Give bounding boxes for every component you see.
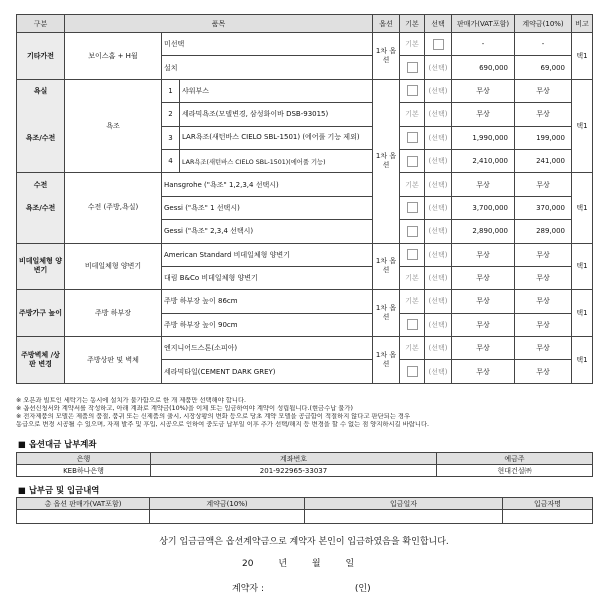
category-cell: 주방가구 높이 — [17, 290, 65, 337]
signature-seal: (인) — [354, 584, 371, 594]
select-label[interactable]: (선택) — [425, 337, 452, 360]
deposit-cell: 무상 — [515, 266, 572, 289]
payment-header-payer: 입금자명 — [503, 498, 593, 510]
note-cell: 택1 — [572, 79, 593, 173]
item-number: 3 — [162, 126, 180, 149]
option-cell: 1차 옵션 — [373, 290, 400, 337]
header-deposit: 계약금(10%) — [515, 15, 572, 33]
category-cell: 욕조/수전 — [17, 196, 65, 219]
category-cell: 주방벽체 /상판 변경 — [17, 337, 65, 384]
basic-label: 기본 — [400, 290, 425, 313]
basic-checkbox[interactable] — [400, 220, 425, 243]
payment-date-field[interactable] — [305, 510, 503, 524]
date-year-prefix: 20 — [242, 559, 254, 569]
date-line — [242, 556, 354, 569]
table-row — [17, 173, 593, 196]
item-desc: 대림 B&Co 비데일체형 양변기 — [162, 266, 373, 289]
price-cell: - — [452, 33, 515, 56]
date-day-label: 일 — [345, 559, 355, 569]
basic-label: 기본 — [400, 173, 425, 196]
deposit-cell: 무상 — [515, 243, 572, 266]
basic-checkbox[interactable] — [400, 360, 425, 383]
checkbox-icon — [407, 202, 418, 213]
deposit-cell: 199,000 — [515, 126, 572, 149]
date-year-label: 년 — [278, 559, 288, 569]
basic-label: 기본 — [400, 266, 425, 289]
select-label[interactable]: (선택) — [425, 196, 452, 219]
basic-checkbox[interactable] — [400, 56, 425, 79]
basic-checkbox[interactable] — [400, 79, 425, 102]
price-cell: 무상 — [452, 337, 515, 360]
item-desc: 주방 하부장 높이 90cm — [162, 313, 373, 336]
group-cell: 수전 (주방,욕실) — [65, 173, 162, 243]
deposit-cell: 무상 — [515, 337, 572, 360]
signature-label: 계약자 : — [232, 584, 264, 594]
note-cell: 택1 — [572, 33, 593, 80]
basic-checkbox[interactable] — [400, 243, 425, 266]
basic-label: 기본 — [400, 337, 425, 360]
select-checkbox[interactable] — [425, 33, 452, 56]
category-cell — [17, 103, 65, 126]
deposit-cell: 무상 — [515, 103, 572, 126]
select-label[interactable]: (선택) — [425, 149, 452, 172]
item-number: 4 — [162, 149, 180, 172]
select-label[interactable]: (선택) — [425, 79, 452, 102]
deposit-cell: 69,000 — [515, 56, 572, 79]
account-header-number: 계좌번호 — [151, 453, 437, 465]
table-row — [17, 33, 593, 56]
account-holder: 현대건설㈜ — [437, 465, 593, 477]
item-desc: 미선택 — [162, 33, 373, 56]
header-option: 옵션 — [373, 15, 400, 33]
notes — [16, 397, 592, 429]
select-label[interactable]: (선택) — [425, 56, 452, 79]
note-cell: 택1 — [572, 173, 593, 243]
category-cell: 수전 — [17, 173, 65, 196]
option-cell: 1차 옵션 — [373, 79, 400, 243]
group-cell: 비데일체형 양변기 — [65, 243, 162, 290]
price-cell: 1,990,000 — [452, 126, 515, 149]
price-cell: 무상 — [452, 360, 515, 383]
checkbox-icon — [407, 62, 418, 73]
table-row — [17, 243, 593, 266]
account-bank: KEB하나은행 — [17, 465, 151, 477]
deposit-cell: 무상 — [515, 173, 572, 196]
select-label[interactable]: (선택) — [425, 126, 452, 149]
checkbox-icon — [407, 319, 418, 330]
select-label[interactable]: (선택) — [425, 266, 452, 289]
deposit-cell: 무상 — [515, 313, 572, 336]
option-cell: 1차 옵션 — [373, 337, 400, 384]
signature-line — [232, 581, 371, 594]
select-label[interactable]: (선택) — [425, 290, 452, 313]
table-row — [17, 79, 593, 102]
price-cell: 3,700,000 — [452, 196, 515, 219]
group-cell: 주방 하부장 — [65, 290, 162, 337]
header-select: 선택 — [425, 15, 452, 33]
price-cell: 무상 — [452, 266, 515, 289]
table-row — [17, 290, 593, 313]
deposit-cell: 289,000 — [515, 220, 572, 243]
select-label[interactable]: (선택) — [425, 220, 452, 243]
account-header-bank: 은행 — [17, 453, 151, 465]
item-desc: LAR욕조(새턴바스 CIELO SBL-1501)(에어풀 기능) — [180, 149, 373, 172]
item-desc: Gessi ("욕조" 2,3,4 선택시) — [162, 220, 373, 243]
price-cell: 무상 — [452, 243, 515, 266]
option-cell: 1차 옵션 — [373, 243, 400, 290]
date-month-label: 월 — [311, 559, 321, 569]
checkbox-icon — [433, 39, 444, 50]
checkbox-icon — [407, 132, 418, 143]
select-label[interactable]: (선택) — [425, 313, 452, 336]
item-desc: 주방 하부장 높이 86cm — [162, 290, 373, 313]
note-line: ※ 옵션신청서와 계약서를 작성하고, 아래 계좌로 계약금(10%)을 이체 또는 입금하여야 계약이 성립됩니다.(현금수납 불가) — [16, 405, 353, 412]
item-desc: 샤워부스 — [180, 79, 373, 102]
note-cell: 택1 — [572, 243, 593, 290]
account-number: 201-922965-33037 — [151, 465, 437, 477]
table-header — [17, 15, 593, 33]
group-cell: 보이스홈 + H월 — [65, 33, 162, 80]
group-cell: 주방상판 및 벽체 — [65, 337, 162, 384]
checkbox-icon — [407, 249, 418, 260]
note-line: ※ 오븐과 빌트인 세탁기는 동시에 설치가 불가함으로 한 개 제품만 선택해야 합니다. — [16, 397, 247, 404]
header-price: 판매가(VAT포함) — [452, 15, 515, 33]
account-header-holder: 예금주 — [437, 453, 593, 465]
note-cell: 택1 — [572, 290, 593, 337]
item-desc: American Standard 비데일체형 양변기 — [162, 243, 373, 266]
checkbox-icon — [407, 156, 418, 167]
note-cell: 택1 — [572, 337, 593, 384]
payment-header-date: 입금일자 — [305, 498, 503, 510]
deposit-cell: 무상 — [515, 360, 572, 383]
basic-checkbox[interactable] — [400, 196, 425, 219]
payment-header-total: 총 옵션 판매가(VAT포함) — [17, 498, 150, 510]
confirmation-text: 상기 입금금액은 옵션계약금으로 계약자 본인이 입금하였음을 확인합니다. — [159, 537, 449, 547]
basic-checkbox[interactable] — [400, 126, 425, 149]
basic-label: 기본 — [400, 33, 425, 56]
price-cell: 무상 — [452, 103, 515, 126]
header-note: 비고 — [572, 15, 593, 33]
item-desc: 엔지니어드스톤(소피아) — [162, 337, 373, 360]
deposit-cell: 370,000 — [515, 196, 572, 219]
category-cell — [17, 149, 65, 172]
category-cell: 비데일체형 양변기 — [17, 243, 65, 290]
basic-label: 기본 — [400, 103, 425, 126]
checkbox-icon — [407, 85, 418, 96]
payment-table — [16, 497, 593, 524]
item-desc: LAR욕조(새턴바스 CIELO SBL-1501) (에어풀 기능 제외) — [180, 126, 373, 149]
deposit-cell: 무상 — [515, 290, 572, 313]
select-label[interactable]: (선택) — [425, 360, 452, 383]
select-label[interactable]: (선택) — [425, 173, 452, 196]
price-cell: 무상 — [452, 79, 515, 102]
item-desc: 세라믹타일(CEMENT DARK GREY) — [162, 360, 373, 383]
option-cell: 1차 옵션 — [373, 33, 400, 80]
payment-header-deposit: 계약금(10%) — [150, 498, 305, 510]
price-cell: 무상 — [452, 313, 515, 336]
item-number: 1 — [162, 79, 180, 102]
deposit-cell: 241,000 — [515, 149, 572, 172]
item-desc: Gessi ("욕조" 1 선택시) — [162, 196, 373, 219]
checkbox-icon — [407, 226, 418, 237]
checkbox-icon — [407, 366, 418, 377]
note-line: ※ 전자제품의 모델은 제품의 품절, 품귀 또는 신제품의 출시, 시장상황의 변화 등으로 당초 계약 모델을 공급함이 적절하지 않다고 판단되는 경우 — [16, 413, 411, 420]
account-table — [16, 452, 593, 477]
payment-total-field[interactable] — [17, 510, 150, 524]
header-basic: 기본 — [400, 15, 425, 33]
basic-checkbox[interactable] — [400, 149, 425, 172]
price-cell: 무상 — [452, 290, 515, 313]
price-cell: 2,890,000 — [452, 220, 515, 243]
price-cell: 2,410,000 — [452, 149, 515, 172]
category-cell: 욕조/수전 — [17, 126, 65, 149]
payment-payer-field[interactable] — [503, 510, 593, 524]
table-row — [17, 337, 593, 360]
basic-checkbox[interactable] — [400, 313, 425, 336]
item-number: 2 — [162, 103, 180, 126]
account-section-title: ■ 옵션대금 납부계좌 — [18, 439, 97, 449]
deposit-cell: 무상 — [515, 79, 572, 102]
header-category: 구분 — [17, 15, 65, 33]
deposit-cell: - — [515, 33, 572, 56]
payment-deposit-field[interactable] — [150, 510, 305, 524]
select-label[interactable]: (선택) — [425, 103, 452, 126]
category-cell: 욕실 — [17, 79, 65, 102]
select-label[interactable]: (선택) — [425, 243, 452, 266]
category-cell: 기타가전 — [17, 33, 65, 80]
item-desc: Hansgrohe ("욕조" 1,2,3,4 선택시) — [162, 173, 373, 196]
price-cell: 무상 — [452, 173, 515, 196]
payment-section-title: ■ 납부금 및 입금내역 — [18, 485, 100, 495]
group-cell: 욕조 — [65, 79, 162, 173]
option-table — [16, 14, 593, 384]
item-desc: 설치 — [162, 56, 373, 79]
note-line: 동급으로 변경 시공될 수 있으며, 자재 발주 및 후입, 시공으로 인하여 중도금 납부일 이후 추가 선택/해지 등 변경을 할 수 없는 점 양지하시길 바랍니다. — [16, 421, 430, 428]
category-cell — [17, 220, 65, 243]
item-desc: 세라믹욕조(모델변경, 삼성화이바 DSB-93015) — [180, 103, 373, 126]
price-cell: 690,000 — [452, 56, 515, 79]
header-item: 품목 — [65, 15, 373, 33]
